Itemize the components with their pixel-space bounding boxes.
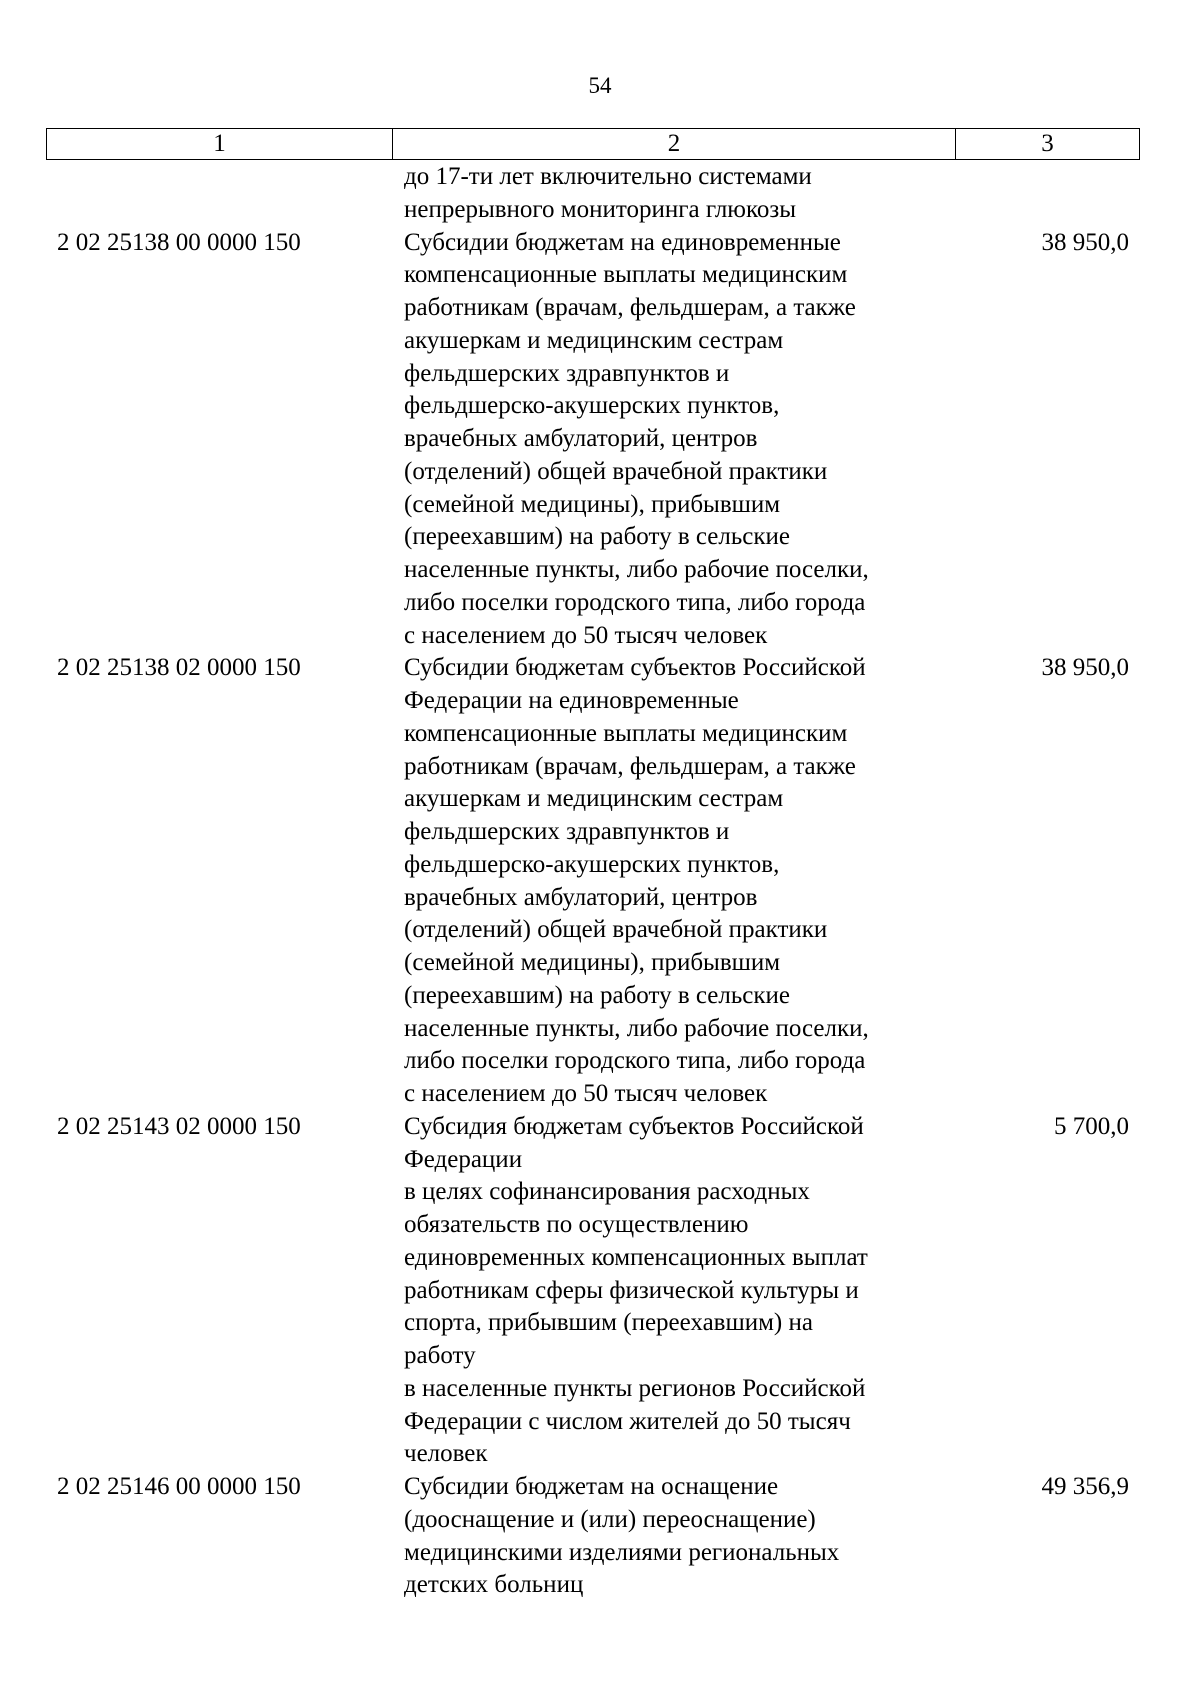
description-line: либо поселки городского типа, либо города (404, 1047, 866, 1075)
description-line: с населением до 50 тысяч человек (404, 1080, 768, 1107)
table-body (46, 161, 1140, 1602)
description-line: (семейной медицины), прибывшим (404, 490, 781, 518)
budget-code-cell (46, 161, 392, 227)
description-line: Субсидия бюджетам субъектов Российской (404, 1112, 864, 1140)
amount-cell: 38 950,0 (1041, 228, 1129, 256)
table-row (46, 1111, 1140, 1471)
column-header-1: 1 (47, 129, 393, 159)
description-line: либо поселки городского типа, либо города (404, 588, 866, 616)
description-line: (дооснащение и (или) переоснащение) (404, 1505, 816, 1533)
budget-code-cell: 2 02 25138 02 0000 150 (57, 654, 301, 682)
description-line: фельдшерско-акушерских пунктов, (404, 850, 780, 878)
amount-cell: 5 700,0 (1054, 1112, 1129, 1140)
description-line: до 17-ти лет включительно системами (404, 163, 812, 190)
description-line: работникам (врачам, фельдшерам, а также (404, 294, 856, 321)
description-line: населенные пункты, либо рабочие поселки, (404, 556, 869, 583)
description-line: (отделений) общей врачебной практики (404, 457, 828, 485)
page-number: 54 (588, 73, 612, 98)
description-line: акушеркам и медицинским сестрам (404, 785, 784, 813)
description-line: в целях софинансирования расходных (404, 1178, 810, 1206)
description-line: работу (404, 1342, 476, 1369)
description-cell (392, 652, 955, 1111)
table-row (46, 1471, 1140, 1602)
description-line: фельдшерско-акушерских пунктов, (404, 392, 780, 420)
budget-code-cell: 2 02 25138 00 0000 150 (57, 228, 301, 256)
description-line: Субсидии бюджетам на единовременные (404, 228, 841, 256)
description-line: Федерации с числом жителей до 50 тысяч (404, 1407, 851, 1435)
description-line: непрерывного мониторинга глюкозы (404, 195, 797, 223)
description-line: (переехавшим) на работу в сельские (404, 981, 790, 1009)
description-line: компенсационные выплаты медицинским (404, 719, 848, 747)
description-line: Субсидии бюджетам субъектов Российской (404, 654, 866, 682)
description-line: Федерации (404, 1145, 523, 1173)
amount-cell: 49 356,9 (1041, 1473, 1129, 1500)
description-line: фельдшерских здравпунктов и (404, 359, 730, 387)
description-cell (392, 1111, 955, 1471)
description-line: акушеркам и медицинским сестрам (404, 326, 784, 354)
description-line: с населением до 50 тысяч человек (404, 621, 768, 649)
column-header-3: 3 (1041, 130, 1054, 157)
description-line: врачебных амбулаторий, центров (404, 883, 758, 911)
description-line: обязательств по осуществлению (404, 1211, 749, 1238)
description-line: врачебных амбулаторий, центров (404, 425, 758, 452)
description-line: Субсидии бюджетам на оснащение (404, 1473, 779, 1500)
description-line: (отделений) общей врачебной практики (404, 916, 828, 944)
column-header-2: 2 (393, 129, 956, 159)
description-line: в населенные пункты регионов Российской (404, 1374, 866, 1402)
description-line: работникам (врачам, фельдшерам, а также (404, 752, 856, 780)
description-line: (переехавшим) на работу в сельские (404, 523, 790, 551)
table-row (46, 227, 1140, 653)
description-line: Федерации на единовременные (404, 687, 739, 714)
description-line: спорта, прибывшим (переехавшим) на (404, 1309, 813, 1337)
description-line: человек (404, 1440, 488, 1468)
table-row (46, 652, 1140, 1111)
description-cell (392, 227, 955, 653)
budget-code-cell: 2 02 25143 02 0000 150 (57, 1112, 301, 1140)
description-cell (392, 1471, 955, 1602)
description-line: фельдшерских здравпунктов и (404, 818, 730, 845)
description-line: медицинскими изделиями региональных (404, 1538, 840, 1566)
description-line: компенсационные выплаты медицинским (404, 261, 848, 289)
description-line: единовременных компенсационных выплат (404, 1243, 868, 1271)
description-line: детских больниц (404, 1571, 584, 1599)
amount-cell (955, 161, 1140, 227)
description-line: населенные пункты, либо рабочие поселки, (404, 1014, 869, 1042)
description-line: (семейной медицины), прибывшим (404, 949, 781, 976)
table-column-header-row (46, 128, 1140, 160)
budget-code-cell: 2 02 25146 00 0000 150 (57, 1473, 301, 1500)
description-cell (392, 161, 955, 227)
description-line: работникам сферы физической культуры и (404, 1276, 859, 1304)
table-row (46, 161, 1140, 227)
amount-cell: 38 950,0 (1041, 654, 1129, 682)
